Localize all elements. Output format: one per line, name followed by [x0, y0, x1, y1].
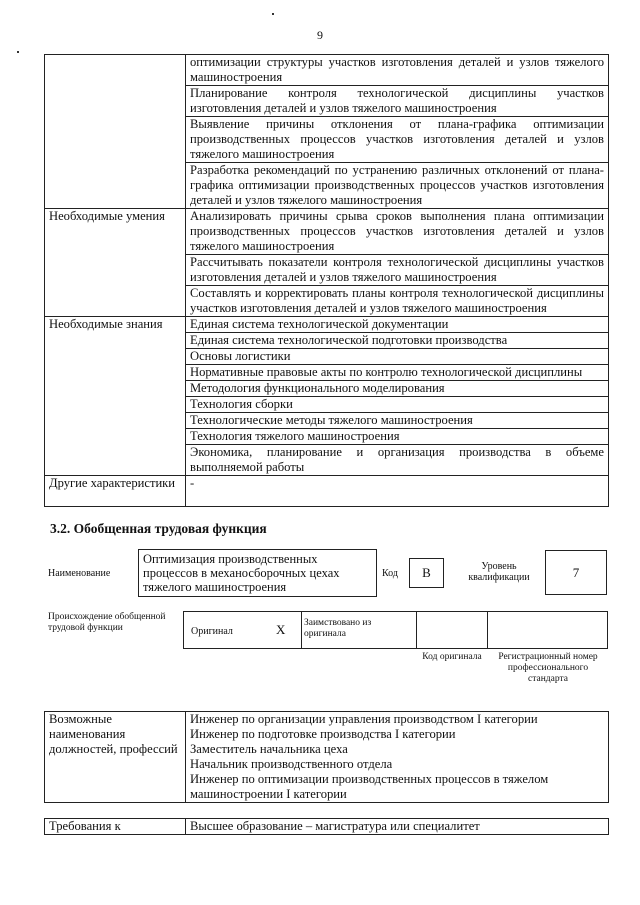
row-label-skills: Необходимые умения [45, 209, 186, 317]
position-item: Заместитель начальника цеха [190, 742, 348, 756]
knowledge-item: Основы логистики [186, 349, 609, 365]
labor-action: оптимизации структуры участков изготовления деталей и узлов тяжелого машиностроения [186, 55, 609, 86]
code-value: B [422, 565, 431, 580]
labor-function-table [44, 54, 609, 507]
requirements-table [44, 818, 609, 835]
original-mark: X [276, 622, 286, 637]
labor-action: Выявление причины отклонения от плана-графика оптимизации производственных процессов участков изготовления деталей и узлов тяжелого машиностроения [186, 117, 609, 163]
borrowed-label: Заимствовано из оригинала [304, 618, 372, 639]
row-label-other: Другие характеристики [45, 476, 186, 507]
table-row [45, 209, 609, 255]
skill-item: Анализировать причины срыва сроков выполнения плана оптимизации производственных процессов участков изготовления деталей и узлов тяжелого машиностроения [186, 209, 609, 255]
table-row [45, 476, 609, 507]
labor-action: Планирование контроля технологической дисциплины участков изготовления деталей и узлов тяжелого машиностроения [186, 86, 609, 117]
knowledge-item: Единая система технологической документации [186, 317, 609, 333]
skill-item: Рассчитывать показатели контроля технологической дисциплины участков изготовления деталей и узлов тяжелого машиностроения [186, 255, 609, 286]
divider [301, 612, 302, 648]
divider [416, 612, 417, 648]
table-row [45, 55, 609, 86]
name-value: Оптимизация производственных процессов в механосборочных цехах тяжелого машиностроения [143, 552, 340, 594]
positions-list [186, 712, 609, 803]
position-item: Начальник производственного отдела [190, 757, 393, 771]
other-value: - [186, 476, 609, 507]
position-item: Инженер по организации управления производством I категории [190, 712, 538, 726]
position-item: Инженер по подготовке производства I категории [190, 727, 456, 741]
row-label [45, 55, 186, 209]
origin-label: Происхождение обобщенной трудовой функции [48, 612, 166, 633]
original-label: Оригинал [191, 626, 233, 637]
section-title: 3.2. Обобщенная трудовая функция [50, 521, 267, 536]
page-number: 9 [317, 28, 323, 42]
knowledge-item: Нормативные правовые акты по контролю технологической дисциплины [186, 365, 609, 381]
code-label: Код [382, 568, 398, 579]
knowledge-item: Технологические методы тяжелого машиностроения [186, 413, 609, 429]
requirements-label: Требования к [45, 819, 186, 835]
table-row [45, 317, 609, 333]
knowledge-item: Технология сборки [186, 397, 609, 413]
scan-mark [17, 51, 19, 53]
level-box [545, 550, 607, 595]
table-row [45, 819, 609, 835]
labor-action: Разработка рекомендаций по устранению различных отклонений от плана-графика оптимизации производственных процессов участков изготовления деталей и узлов тяжелого машиностроения [186, 163, 609, 209]
divider [487, 612, 488, 648]
name-box [138, 549, 377, 597]
requirements-value: Высшее образование – магистратура или специалитет [186, 819, 609, 835]
table-row [45, 712, 609, 803]
level-value: 7 [572, 565, 580, 580]
scan-mark [272, 13, 274, 15]
knowledge-item: Методология функционального моделирования [186, 381, 609, 397]
knowledge-item: Экономика, планирование и организация производства в объеме выполняемой работы [186, 445, 609, 476]
position-item: Инженер по оптимизации производственных процессов в тяжелом машиностроении I категории [190, 772, 549, 801]
skill-item: Составлять и корректировать планы контроля технологической дисциплины участков изготовления деталей и узлов тяжелого машиностроения [186, 286, 609, 317]
row-label-knowledge: Необходимые знания [45, 317, 186, 476]
code-original-caption: Код оригинала [422, 652, 482, 662]
name-label: Наименование [48, 568, 111, 579]
level-label: Уровень квалификации [468, 561, 530, 583]
reg-number-caption: Регистрационный номер профессионального стандарта [498, 652, 598, 684]
knowledge-item: Технология тяжелого машиностроения [186, 429, 609, 445]
knowledge-item: Единая система технологической подготовки производства [186, 333, 609, 349]
positions-table [44, 711, 609, 803]
positions-label: Возможные наименования должностей, профессий [45, 712, 186, 803]
code-box [409, 558, 444, 588]
